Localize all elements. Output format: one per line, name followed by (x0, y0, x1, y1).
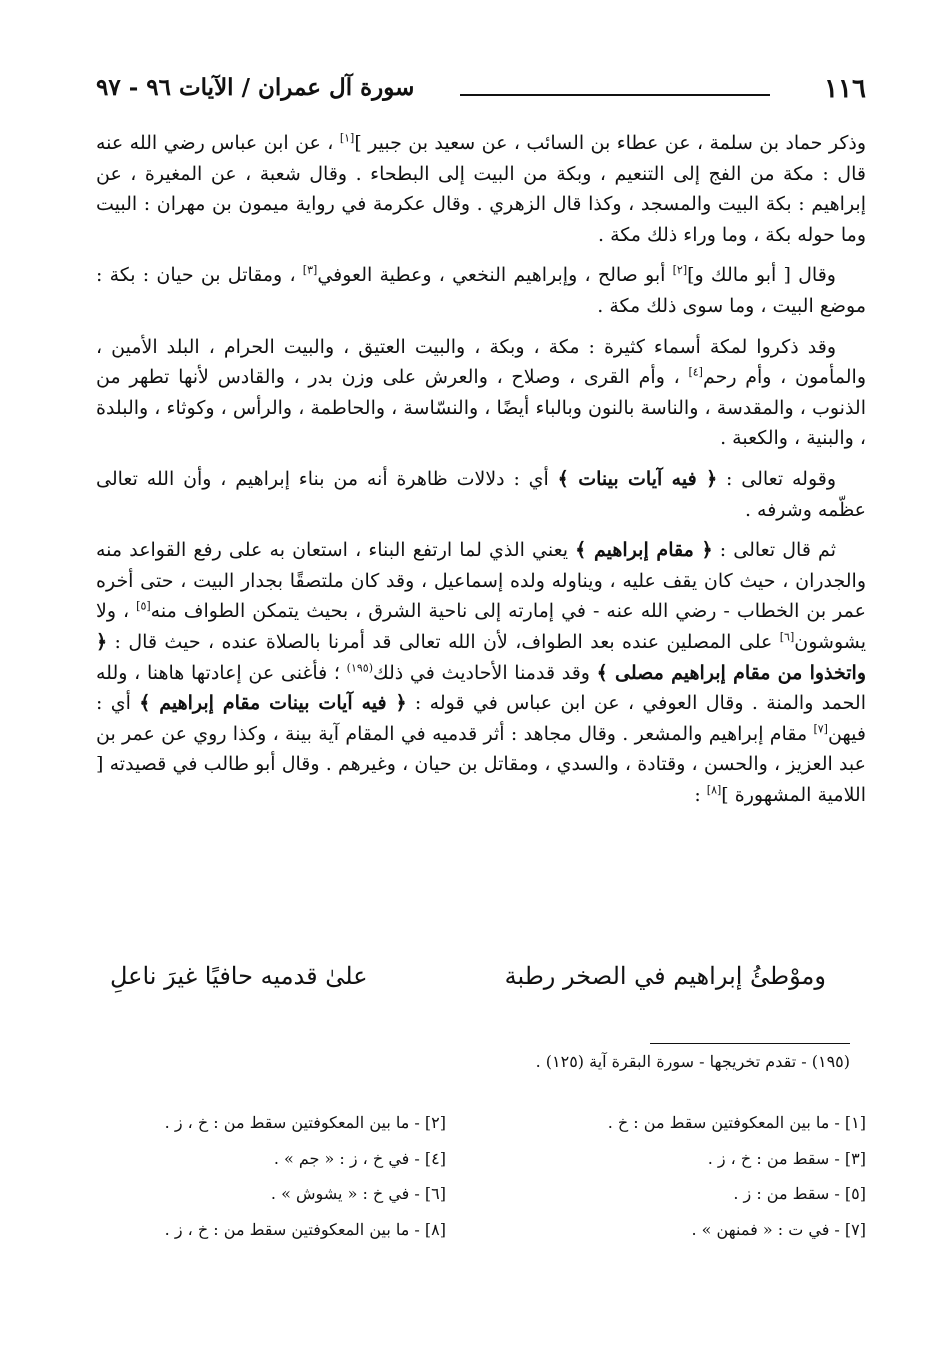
quran-quote: ﴿ مقام إبراهيم ﴾ (575, 539, 713, 562)
paragraph-2 (96, 260, 866, 321)
quran-quote: ﴿ واتخذوا من مقام إبراهيم مصلى ﴾ (96, 630, 867, 684)
text: ، ومقاتل بن حيان : بكة : موضع البيت ، وما سوى ذلك مكة . (96, 264, 866, 317)
text: وقد قدمنا الأحاديث في ذلك (372, 661, 597, 684)
quran-quote: ﴿ فيه آيات بينات ﴾ (557, 467, 718, 490)
variant-row (96, 1184, 866, 1220)
quran-quote: ﴿ فيه آيات بينات مقام إبراهيم ﴾ (139, 692, 407, 715)
running-title: سورة آل عمران / الآيات ٩٦ - ٩٧ (96, 74, 415, 101)
text: وذكر حماد بن سلمة ، عن عطاء بن السائب ، عن سعيد بن جبير ] (354, 132, 866, 154)
variant-ref: [٦] (779, 630, 795, 644)
text: ؛ فأغنى عن إعادتها هاهنا ، ولله الحمد والمنة . وقال العوفي ، عن ابن عباس في قوله : (96, 661, 866, 715)
variant-note: [٧] - في ت : « فمنهن » . (691, 1219, 866, 1239)
text: أبو صالح ، وإبراهيم النخعي ، وعطية العوفي (317, 264, 673, 287)
footnote-195: (١٩٥) - تقدم تخريجها - سورة البقرة آية (١٢٥) . (535, 1052, 850, 1071)
variant-note: [٢] - ما بين المعكوفتين سقط من : خ ، ز . (164, 1113, 446, 1132)
variant-note: [٥] - سقط من : ز . (733, 1184, 866, 1203)
text: يعني الذي لما ارتفع البناء ، استعان به على رفع القواعد منه والجدران ، حيث كان يقف عليه ، ويناوله ولده إسماعيل ، وقد كان ملتصقًا بجدار البيت ، حتى أخره عمر بن الخطاب - رضي الله عنه - في إمارته إلى ناحية الشرق ، بحيث يتمكن الطواف منه (96, 539, 866, 623)
text: وقد ذكروا لمكة أسماء كثيرة : مكة ، وبكة ، والبيت العتيق ، والبيت الحرام ، البلد الأمين ، والمأمون ، وأم رحم (96, 335, 866, 389)
paragraph-1 (96, 128, 866, 250)
text: ثم قال تعالى : (712, 539, 836, 562)
variant-notes (96, 1113, 866, 1255)
variant-note: [٦] - في خ : « يشوش » . (270, 1184, 446, 1203)
paragraph-3 (96, 332, 866, 454)
variant-ref: [٢] (672, 264, 688, 278)
text: ، ولا يشوشون (96, 600, 866, 653)
variant-ref: [١] (339, 131, 355, 145)
main-text (96, 128, 866, 810)
page-header (96, 70, 866, 110)
paragraph-5 (96, 535, 866, 810)
variant-note: [٨] - ما بين المعكوفتين سقط من : خ ، ز . (164, 1219, 446, 1239)
text: على المصلين عنده بعد الطواف، لأن الله تعالى قد أمرنا بالصلاة عنده ، حيث قال : (107, 630, 780, 653)
text: وقوله تعالى : (717, 467, 837, 490)
variant-row (96, 1220, 866, 1256)
text: أي : دلالات ظاهرة أنه من بناء إبراهيم ، وأن الله تعالى عظّمه وشرفه . (96, 467, 866, 521)
variant-ref: [٥] (136, 599, 151, 613)
variant-ref: [٨] (706, 783, 722, 797)
poem-hemistich-2: علىٰ قدميه حافيًا غيرَ ناعلِ (110, 962, 368, 990)
text: وقال [ أبو مالك و] (687, 264, 836, 287)
poem-hemistich-1: وموْطئُ إبراهيم في الصخر رطبة (504, 962, 826, 990)
variant-note: [١] - ما بين المعكوفتين سقط من : خ . (607, 1113, 866, 1132)
page-number: ١١٦ (824, 74, 866, 104)
variant-row (96, 1149, 866, 1185)
text: : (694, 783, 707, 806)
variant-ref: [٤] (688, 365, 703, 379)
variant-ref: [٧] (813, 722, 828, 736)
variant-row (96, 1113, 866, 1149)
header-rule (460, 94, 770, 96)
variant-note: [٣] - سقط من : خ ، ز . (707, 1148, 866, 1168)
footnote-rule (650, 1043, 850, 1044)
footnote-ref: (١٩٥) (346, 661, 373, 675)
text: ، عن ابن عباس رضي الله عنه قال : مكة من الفج إلى التنعيم ، وبكة من البيت إلى البطحاء . وقال شعبة ، عن المغيرة ، عن إبراهيم : بكة البيت والمسجد ، وكذا قال الزهري . وقال عكرمة في رواية ميمون بن مهران : البيت وما حوله بكة ، وما وراء ذلك مكة . (96, 132, 866, 246)
variant-note: [٤] - في خ ، ز : « جم » . (273, 1148, 446, 1168)
poem-verse (110, 962, 826, 1002)
variant-ref: [٣] (302, 264, 318, 278)
text: مقام إبراهيم والمشعر . وقال مجاهد : أثر قدميه في المقام آية بينة ، وكذا روي عن عمر بن عبد العزيز ، والحسن ، وقتادة ، والسدي ، ومقاتل بن حيان ، وغيرهم . وقال أبو طالب في قصيدته [ اللامية المشهورة ] (96, 722, 866, 806)
text: ، وأم القرى ، وصلاح ، والعرش على وزن بدر ، والقادس لأنها تطهر من الذنوب ، والمقدسة ، والناسة بالنون وبالباء أيضًا ، والنسّاسة ، والحاطمة ، والرأس ، وكوثاء ، والبلدة ، والبنية ، والكعبة . (96, 366, 866, 450)
paragraph-4 (96, 464, 866, 525)
text: أي : فيهن (96, 692, 866, 745)
